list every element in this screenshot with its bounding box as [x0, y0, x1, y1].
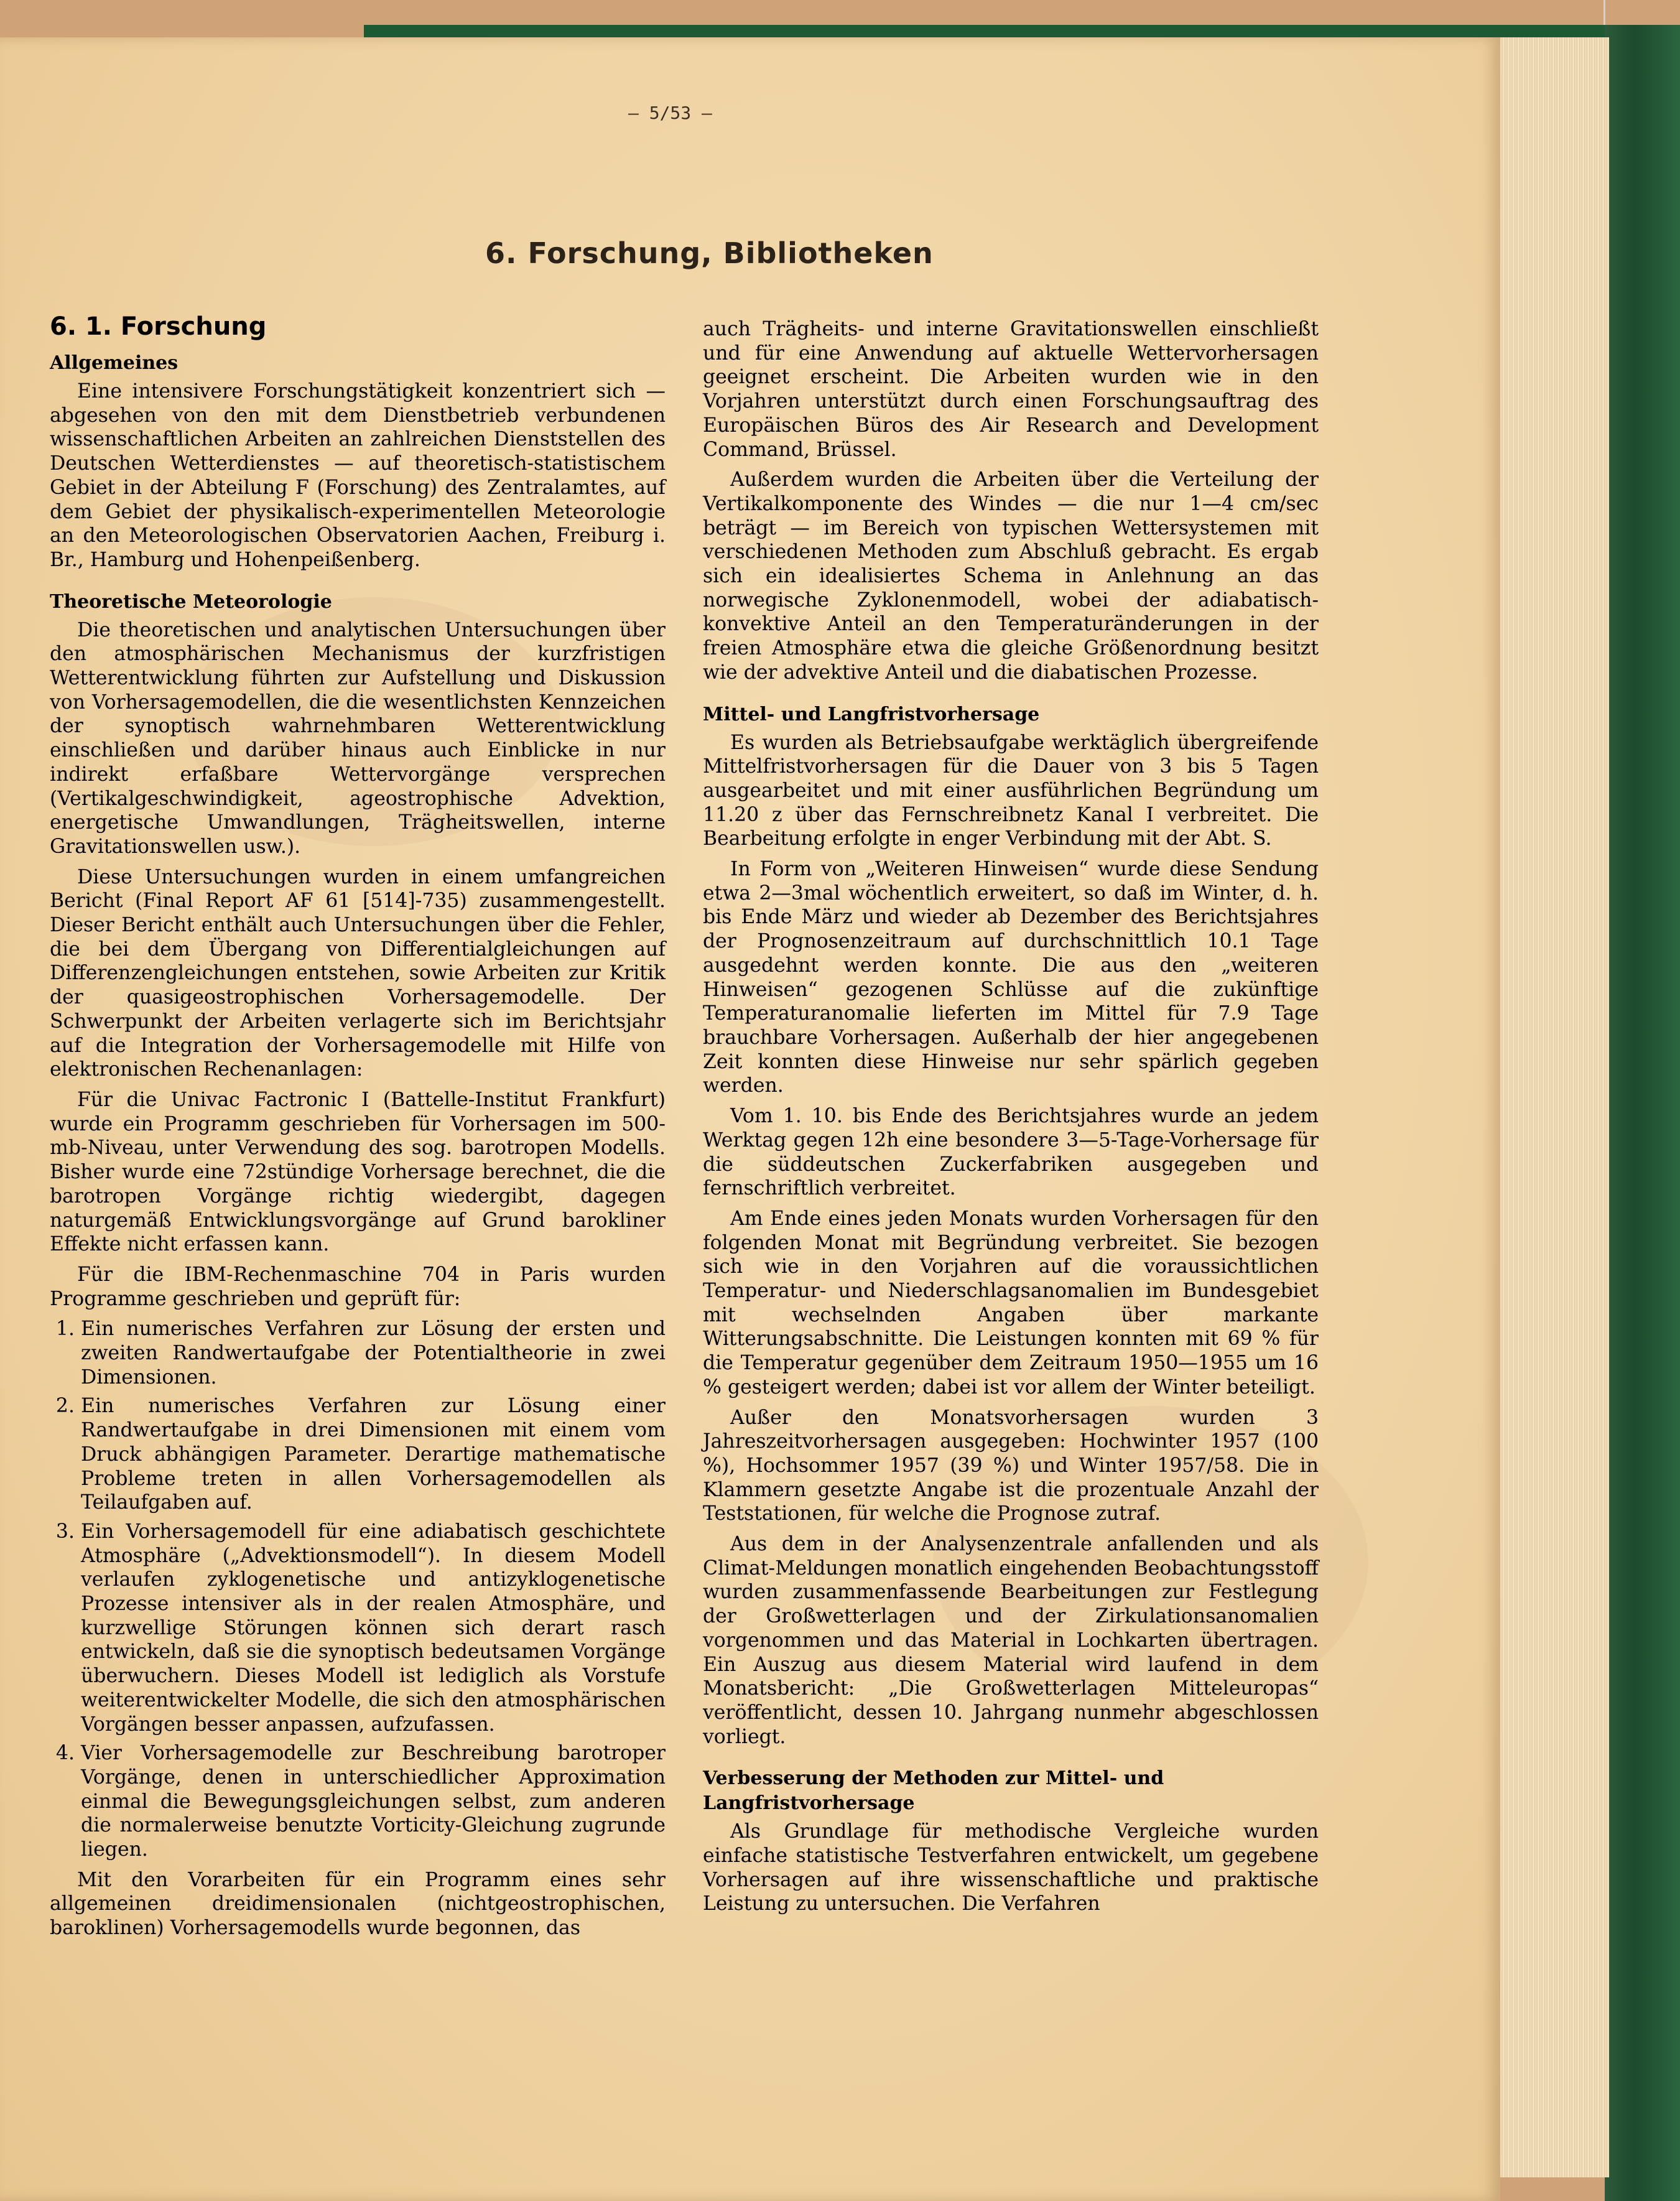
paragraph: In Form von „Weiteren Hinweisen“ wurde diese Sendung etwa 2—3mal wöchentlich erweitert, so daß im Winter, d. h. bis Ende März und wieder ab Dezember des Berichtsjahres der Prognosenzeitraum auf durchschnittlich 10.1 Tage ausgedehnt werden konnte. Die aus den „weiteren Hinweisen“ gezogenen Schlüsse auf die zukünftige Temperaturanomalie lieferten im Mittel für 7.9 Tage brauchbare Vorhersagen. Außerhalb der hier angegebenen Zeit konnten diese Hinweise nur sehr spärlich gegeben werden. [703, 858, 1319, 1097]
page-number: — 5/53 — [628, 103, 712, 123]
paragraph: Außerdem wurden die Arbeiten über die Verteilung der Vertikalkomponente des Windes — die nur 1—4 cm/sec beträgt — im Bereich von typischen Wettersystemen mit verschiedenen Methoden zum Abschluß gebracht. Es ergab sich ein idealisiertes Schema in Anlehnung an das norwegische Zyklonenmodell, wobei der adiabatisch-konvektive Anteil an den Temperaturänderungen in der freien Atmosphäre etwa die gleiche Größenordnung besitzt wie der advektive Anteil und die diabatischen Prozesse. [703, 468, 1319, 684]
program-list [50, 1317, 666, 1861]
paragraph: Diese Untersuchungen wurden in einem umfangreichen Bericht (Final Report AF 61 [514]-735) zusammengestellt. Dieser Bericht enthält auch Untersuchungen über die Fehler, die bei dem Übergang von Differentialgleichungen auf Differenzengleichungen entstehen, sowie Arbeiten zur Kritik der quasigeostrophischen Vorhersagemodelle. Der Schwerpunkt der Arbeiten verlagerte sich im Berichtsjahr auf die Integration der Vorhersagemodelle mit Hilfe von elektronischen Rechenanlagen: [50, 865, 666, 1081]
section-title: 6. 1. Forschung [50, 312, 267, 341]
book-spine [1605, 25, 1680, 2201]
chapter-title: 6. Forschung, Bibliotheken [485, 236, 934, 270]
paragraph: Die theoretischen und analytischen Untersuchungen über den atmosphärischen Mechanismus der kurzfristigen Wetterentwicklung führten zur Aufstellung und Diskussion von Vorhersagemodellen, die die wesentlichsten Kennzeichen der synoptisch wahrnehmbaren Wetterentwicklung einschließen und darüber hinaus auch Einblicke in nur indirekt erfaßbare Wettervorgänge versprechen (Vertikalgeschwindigkeit, ageostrophische Advektion, energetische Umwandlungen, Trägheitswellen, interne Gravitationswellen usw.). [50, 618, 666, 858]
paragraph: Vom 1. 10. bis Ende des Berichtsjahres wurde an jedem Werktag gegen 12h eine besondere 3—5-Tage-Vorhersage für die süddeutschen Zuckerfabriken ausgegeben und fernschriftlich verbreitet. [703, 1105, 1319, 1200]
paragraph: Es wurden als Betriebsaufgabe werktäglich übergreifende Mittelfristvorhersagen für die Dauer von 3 bis 5 Tagen ausgearbeitet und mit einer ausführlichen Begründung um 11.20 z über das Fernschreibnetz Kanal I verbreitet. Die Bearbeitung erfolgte in enger Verbindung mit der Abt. S. [703, 731, 1319, 850]
list-item: 1. Ein numerisches Verfahren zur Lösung der ersten und zweiten Randwertaufgabe der Potentialtheorie in zwei Dimensionen. [81, 1317, 666, 1389]
left-column [50, 311, 666, 1947]
right-column [703, 317, 1319, 1922]
paragraph: Für die Univac Factronic I (Battelle-Institut Frankfurt) wurde ein Programm geschrieben für Vorhersagen im 500-mb-Niveau, unter Verwendung des sog. barotropen Modells. Bisher wurde eine 72stündige Vorhersage berechnet, die die barotropen Vorgänge richtig wiedergibt, dagegen naturgemäß Entwicklungsvorgänge auf Grund barokliner Effekte nicht erfassen kann. [50, 1088, 666, 1256]
subheading-mittel-langfristvorhersage: Mittel- und Langfristvorhersage [703, 703, 1040, 725]
list-item: 3. Ein Vorhersagemodell für eine adiabatisch geschichtete Atmosphäre („Advektionsmodell“). In diesem Modell verlaufen zyklogenetische und antizyklogenetische Prozesse intensiver als in der realen Atmosphäre, und kurzwellige Störungen können sich derart rasch entwickeln, daß sie die synoptisch bedeutsamen Vorgänge überwuchern. Dieses Modell ist lediglich als Vorstufe weiterentwickelter Modelle, die sich den atmosphärischen Vorgängen besser anpassen, aufzufassen. [81, 1520, 666, 1736]
book-page [0, 37, 1500, 2201]
paragraph: Eine intensivere Forschungstätigkeit konzentriert sich — abgesehen von den mit dem Dienstbetrieb verbundenen wissenschaftlichen Arbeiten an zahlreichen Dienststellen des Deutschen Wetterdienstes — auf theoretisch-statistischem Gebiet in der Abteilung F (Forschung) des Zentralamtes, auf dem Gebiet der physikalisch-experimentellen Meteorologie an den Meteorologischen Observatorien Aachen, Freiburg i. Br., Hamburg und Hohenpeißenberg. [50, 380, 666, 571]
paragraph: Für die IBM-Rechenmaschine 704 in Paris wurden Programme geschrieben und geprüft für: [50, 1263, 666, 1310]
paragraph: Als Grundlage für methodische Vergleiche wurden einfache statistische Testverfahren entwickelt, um gegebene Vorhersagen auf ihre wissenschaftliche und praktische Leistung zu untersuchen. Die Verfahren [703, 1820, 1319, 1915]
paragraph: auch Trägheits- und interne Gravitationswellen einschließt und für eine Anwendung auf aktuelle Wettervorhersagen geeignet erscheint. Die Arbeiten wurden wie in den Vorjahren unterstützt durch einen Forschungsauftrag des Europäischen Büros des Air Research and Development Command, Brüssel. [703, 318, 1319, 461]
page-edges [1499, 37, 1609, 2177]
list-item: 4. Vier Vorhersagemodelle zur Beschreibung barotroper Vorgänge, denen in unterschiedlicher Approximation einmal die Bewegungsgleichungen selbst, zum anderen die normalerweise benutzte Vorticity-Gleichung zugrunde liegen. [81, 1741, 666, 1862]
paragraph: Aus dem in der Analysenzentrale anfallenden und als Climat-Meldungen monatlich eingehenden Beobachtungsstoff wurden zusammenfassende Bearbeitungen zur Festlegung der Großwetterlagen und der Zirkulationsanomalien vorgenommen und das Material in Lochkarten übertragen. Ein Auszug aus diesem Material wird laufend in dem Monatsbericht: „Die Großwetterlagen Mitteleuropas“ veröffentlicht, dessen 10. Jahrgang nunmehr abgeschlossen vorliegt. [703, 1533, 1319, 1748]
subheading-theoretische-meteorologie: Theoretische Meteorologie [50, 590, 332, 613]
subheading-verbesserung-methoden: Verbesserung der Methoden zur Mittel- und Langfristvorhersage [703, 1767, 1164, 1815]
paragraph: Am Ende eines jeden Monats wurden Vorhersagen für den folgenden Monat mit Begründung verbreitet. Sie bezogen sich wie in den Vorjahren auf die voraussichtlichen Temperatur- und Niederschlagsanomalien im Bundesgebiet mit wechselnden Angaben über markante Witterungsabschnitte. Die Leistungen konnten mit 69 % für die Temperatur gegenüber dem Zeitraum 1950—1955 um 16 % gesteigert werden; dabei ist vor allem der Winter beteiligt. [703, 1207, 1319, 1398]
list-item: 2. Ein numerisches Verfahren zur Lösung einer Randwertaufgabe in drei Dimensionen mit einem vom Druck abhängigen Parameter. Derartige mathematische Probleme treten in allen Vorhersagemodellen als Teilaufgaben auf. [81, 1394, 666, 1515]
subheading-allgemeines: Allgemeines [50, 352, 179, 374]
paragraph: Mit den Vorarbeiten für ein Programm eines sehr allgemeinen dreidimensionalen (nichtgeostrophischen, baroklinen) Vorhersagemodells wurde begonnen, das [50, 1868, 666, 1940]
paragraph: Außer den Monatsvorhersagen wurden 3 Jahreszeitvorhersagen ausgegeben: Hochwinter 1957 (100 %), Hochsommer 1957 (39 %) und Winter 1957/58. Die in Klammern gesetzte Angabe ist die prozentuale Anzahl der Teststationen, für welche die Prognose zutraf. [703, 1406, 1319, 1525]
